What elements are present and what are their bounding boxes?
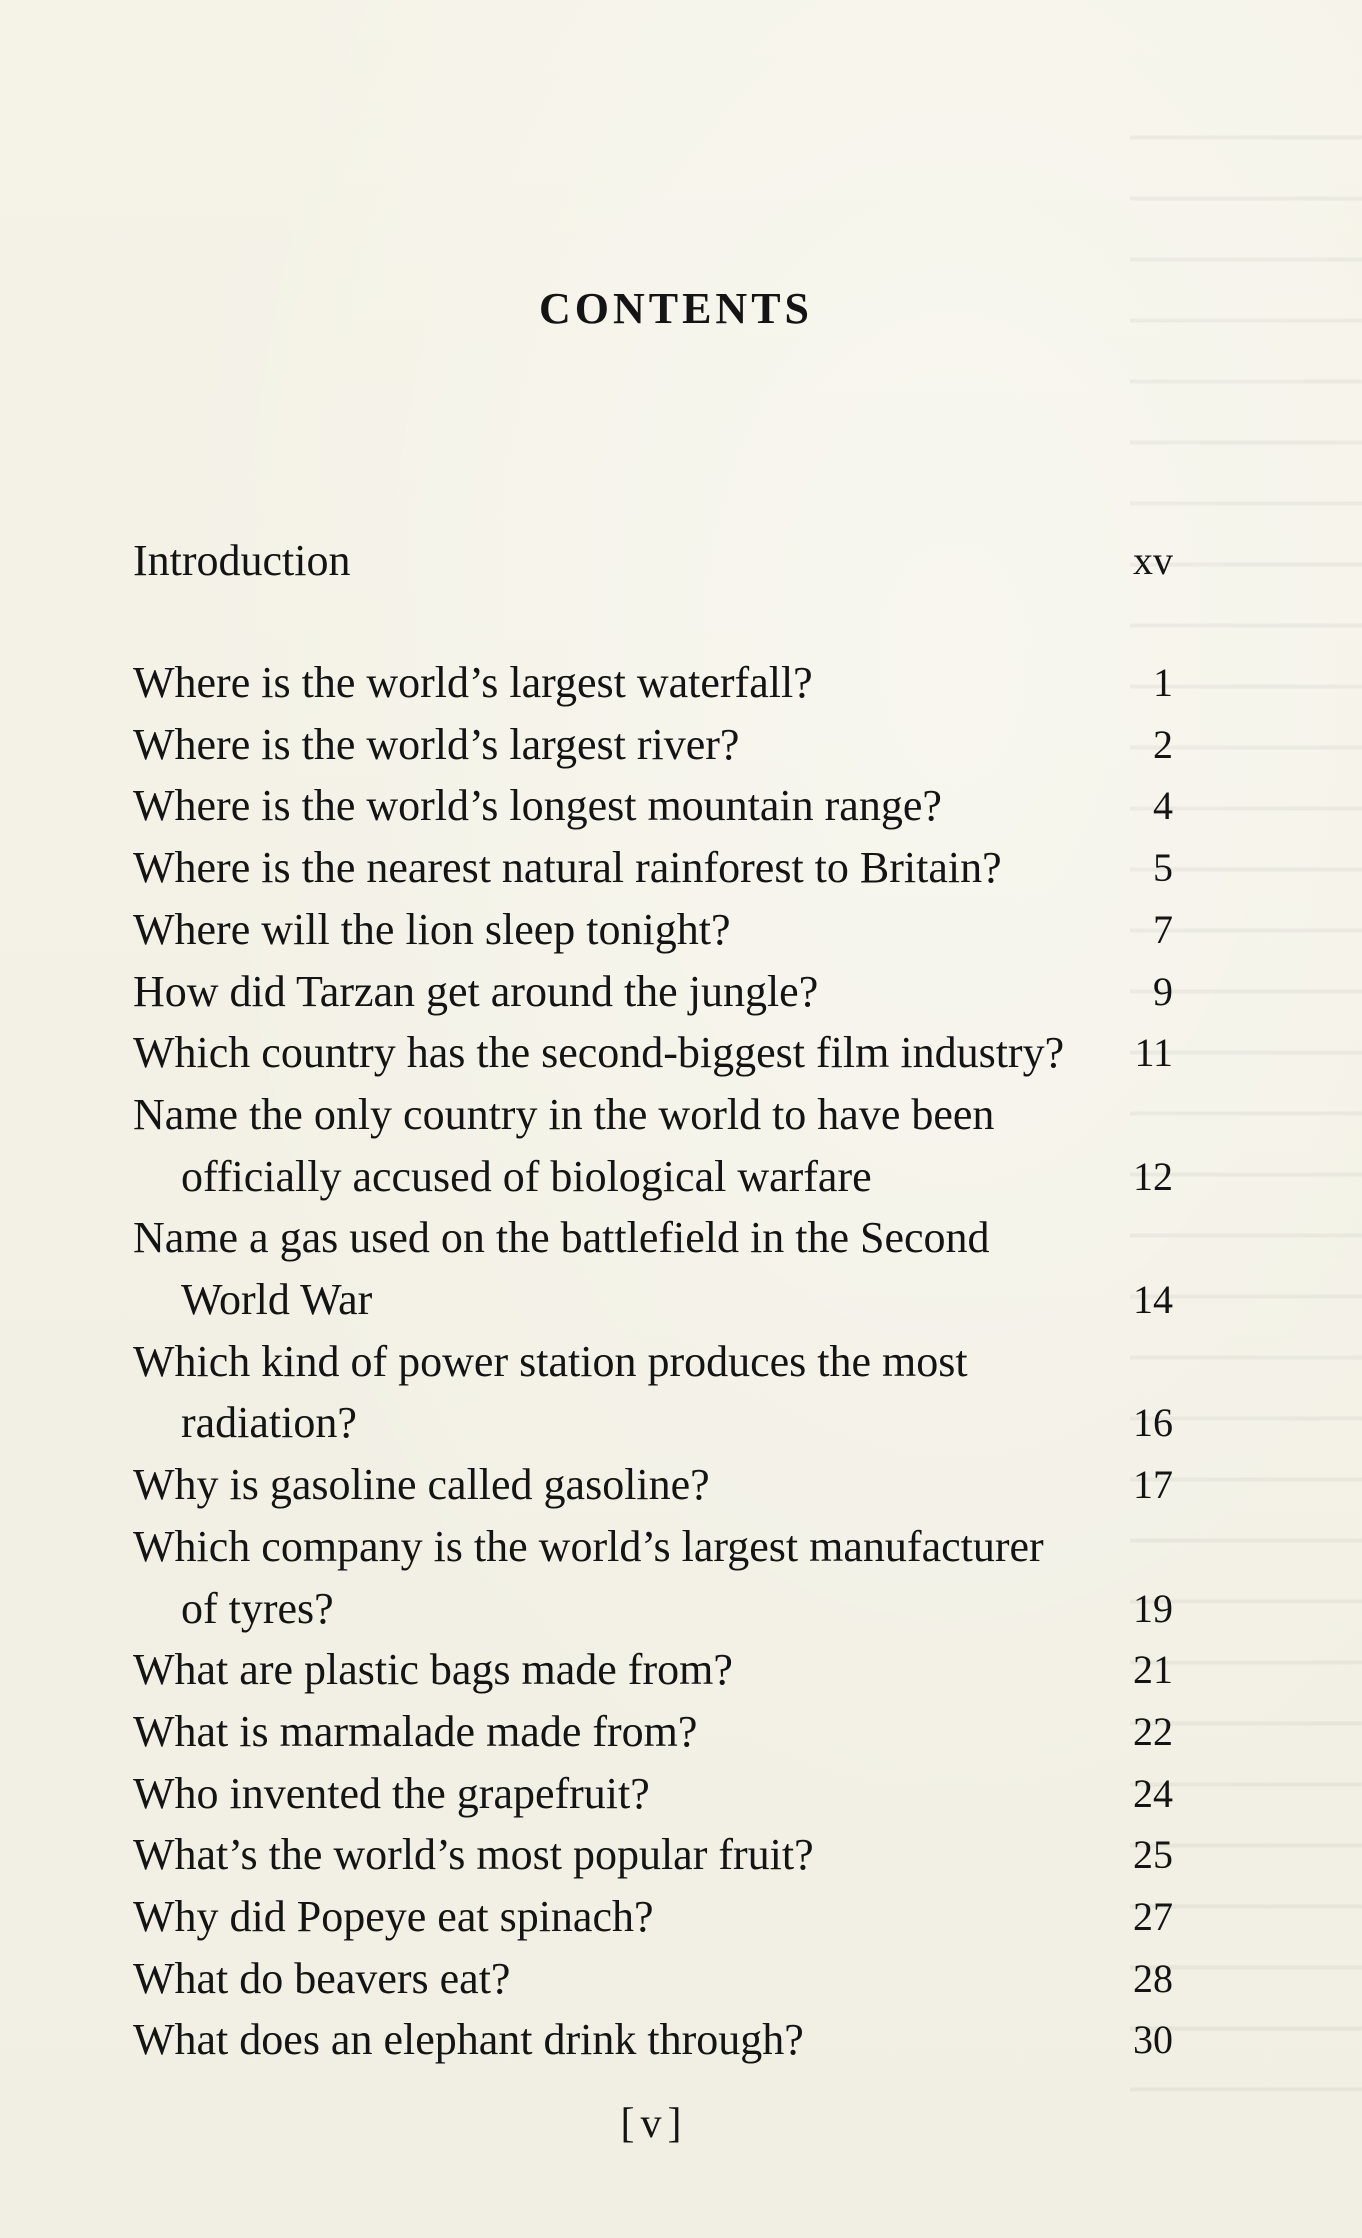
toc-entry-title: Where is the nearest natural rainforest to Britain? (133, 843, 1002, 893)
toc-entry-introduction[interactable] (133, 530, 1173, 592)
toc-entry-title-continued: of tyres? (181, 1583, 334, 1633)
toc-entry[interactable] (133, 1331, 1173, 1454)
toc-entry-title-continued: World War (181, 1275, 373, 1325)
toc-entry-title: Which company is the world’s largest manufacturer (133, 1521, 1044, 1571)
toc-entry[interactable] (133, 1084, 1173, 1207)
toc-introduction (133, 530, 1173, 592)
toc-entry[interactable] (133, 1639, 1173, 1701)
toc-entry-title: Where is the world’s longest mountain range? (133, 781, 942, 831)
toc-entry-title: Introduction (133, 536, 351, 585)
toc-entry-page: 27 (1133, 1894, 1173, 1940)
toc-entry[interactable] (133, 837, 1173, 899)
toc-entry[interactable] (133, 961, 1173, 1023)
toc-entry-page: 21 (1133, 1647, 1173, 1693)
toc-entry[interactable] (133, 1886, 1173, 1948)
page-title: CONTENTS (538, 284, 814, 333)
toc-entry-title-continued: radiation? (181, 1398, 357, 1448)
toc-entry[interactable] (133, 899, 1173, 961)
toc-entry-page: 5 (1153, 845, 1173, 891)
toc-entry-title: Which country has the second-biggest film industry? (133, 1028, 1065, 1078)
toc-list (133, 652, 1173, 2071)
toc-entry-title: What is marmalade made from? (133, 1706, 698, 1756)
toc-entry-title: Why is gasoline called gasoline? (133, 1460, 710, 1510)
toc-entry[interactable] (133, 1022, 1173, 1084)
toc-entry-page: 30 (1133, 2017, 1173, 2063)
toc-entry[interactable] (133, 1763, 1173, 1825)
toc-entry-title-continued: officially accused of biological warfare (181, 1151, 872, 1201)
toc-entry-page: 12 (1133, 1153, 1173, 1199)
toc-entry-page: 28 (1133, 1955, 1173, 2001)
toc-entry-title: Who invented the grapefruit? (133, 1768, 650, 1818)
toc-entry-title: Which kind of power station produces the most (133, 1336, 968, 1386)
page-number: [v] (620, 2101, 688, 2147)
toc-entry-title: Where is the world’s largest waterfall? (133, 658, 813, 707)
toc-entry-title: Why did Popeye eat spinach? (133, 1892, 654, 1942)
toc-entry-page: 17 (1133, 1462, 1173, 1508)
toc-entry[interactable] (133, 1701, 1173, 1763)
toc-entry-title: How did Tarzan get around the jungle? (133, 966, 819, 1016)
toc-entry-title: What are plastic bags made from? (133, 1645, 733, 1695)
toc-entry-title: Where is the world’s largest river? (133, 719, 740, 769)
toc-entry[interactable] (133, 1516, 1173, 1639)
toc-entry-page: 25 (1133, 1832, 1173, 1878)
toc-entry-page: 11 (1134, 1030, 1173, 1076)
toc-entry-page: 4 (1153, 783, 1173, 829)
toc-entry[interactable] (133, 714, 1173, 776)
toc-entry-title: Name a gas used on the battlefield in the Second (133, 1213, 990, 1263)
toc-entry[interactable] (133, 652, 1173, 714)
toc-entry-title: What do beavers eat? (133, 1953, 511, 2003)
toc-entry[interactable] (133, 1207, 1173, 1330)
toc-entry[interactable] (133, 1824, 1173, 1886)
toc-entry-page: 9 (1153, 968, 1173, 1014)
toc-entry[interactable] (133, 1454, 1173, 1516)
toc-entry-page: xv (1133, 538, 1173, 583)
toc-entry-title: Where will the lion sleep tonight? (133, 904, 731, 954)
toc-entry-page: 22 (1133, 1708, 1173, 1754)
toc-entry-page: 7 (1153, 906, 1173, 952)
toc-entry-page: 24 (1133, 1770, 1173, 1816)
toc-entry-title: Name the only country in the world to have been (133, 1089, 995, 1139)
toc-entry-page: 19 (1133, 1585, 1173, 1631)
toc-entry-page: 14 (1133, 1277, 1173, 1323)
toc-entry-page: 16 (1133, 1400, 1173, 1446)
toc-entry[interactable] (133, 1948, 1173, 2010)
toc-entry[interactable] (133, 2009, 1173, 2071)
toc-entry-page: 1 (1153, 660, 1173, 705)
toc-entry-page: 2 (1153, 721, 1173, 767)
toc-entry-title: What’s the world’s most popular fruit? (133, 1830, 814, 1880)
toc-entry-title: What does an elephant drink through? (133, 2015, 804, 2065)
toc-entry[interactable] (133, 775, 1173, 837)
